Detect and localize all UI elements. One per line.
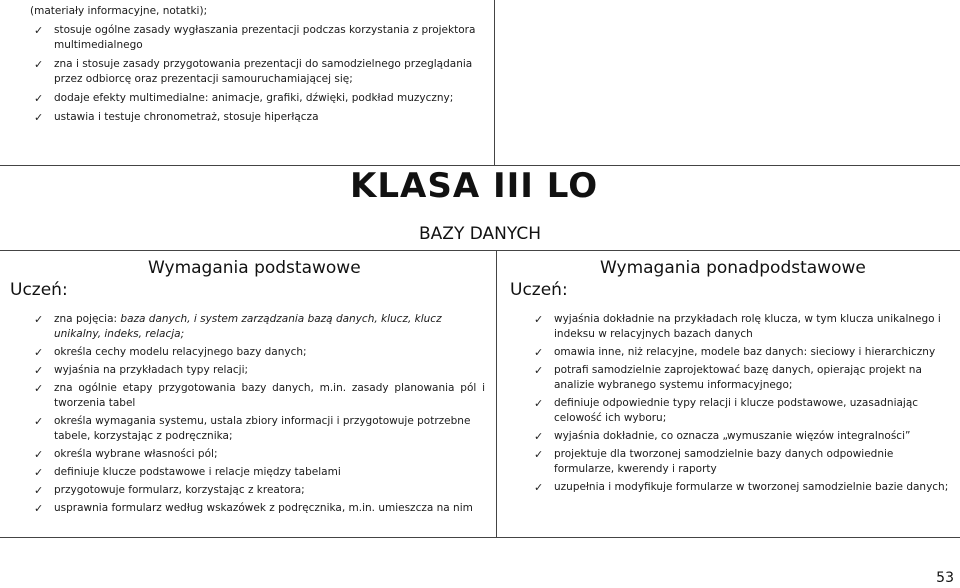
checkmark-icon: ✓ — [34, 24, 44, 37]
list-item: ✓ określa wybrane własności pól; — [34, 448, 218, 461]
checkmark-icon: ✓ — [34, 346, 44, 359]
checkmark-icon: ✓ — [534, 346, 544, 359]
checkmark-icon: ✓ — [34, 502, 44, 515]
checkmark-icon: ✓ — [534, 430, 544, 443]
checkmark-icon: ✓ — [34, 92, 44, 105]
student-label-left: Uczeń: — [10, 280, 68, 300]
intro-text: (materiały informacyjne, notatki); — [30, 5, 208, 17]
top-left-cell — [0, 0, 495, 166]
list-item: ✓ definiuje klucze podstawowe i relacje między tabelami — [34, 466, 341, 479]
list-item: ✓ ustawia i testuje chronometraż, stosuje hiperłącza — [34, 111, 319, 124]
student-label-right: Uczeń: — [510, 280, 568, 300]
terms-italic: baza danych, i system zarządzania bazą danych, klucz, klucz unikalny, indeks, relacja; — [54, 313, 442, 340]
checkmark-icon: ✓ — [34, 364, 44, 377]
list-item: ✓ zna pojęcia: baza danych, i system zarządzania bazą danych, klucz, klucz unikalny, indeks, relacja; — [34, 313, 442, 340]
list-item: ✓ usprawnia formularz według wskazówek z podręcznika, m.in. umieszcza na nim — [34, 502, 473, 515]
checkmark-icon: ✓ — [34, 111, 44, 124]
checkmark-icon: ✓ — [34, 415, 44, 428]
checkmark-icon: ✓ — [34, 484, 44, 497]
list-item: ✓ wyjaśnia na przykładach typy relacji; — [34, 364, 249, 377]
basic-requirements-list — [30, 312, 485, 519]
list-item: ✓ określa cechy modelu relacyjnego bazy danych; — [34, 346, 307, 359]
checkmark-icon: ✓ — [534, 397, 544, 410]
list-item: ✓ wyjaśnia dokładnie na przykładach rolę klucza, w tym klucza unikalnego i indeksu w relacyjnych bazach danych — [534, 313, 941, 340]
subject-title: BAZY DANYCH — [419, 224, 541, 244]
extended-requirements-heading: Wymagania ponadpodstawowe — [600, 258, 866, 278]
extended-requirements-list — [530, 312, 950, 498]
checkmark-icon: ✓ — [534, 448, 544, 461]
checkmark-icon: ✓ — [34, 58, 44, 71]
list-item: ✓ stosuje ogólne zasady wygłaszania prezentacji podczas korzystania z projektora multimedialnego — [34, 24, 476, 51]
checkmark-icon: ✓ — [34, 448, 44, 461]
top-requirements-list — [30, 4, 485, 129]
checkmark-icon: ✓ — [34, 313, 44, 326]
list-item: ✓ dodaje efekty multimedialne: animacje, grafiki, dźwięki, podkład muzyczny; — [34, 92, 454, 105]
list-item: ✓ uzupełnia i modyfikuje formularze w tworzonej samodzielnie bazie danych; — [534, 481, 949, 494]
checkmark-icon: ✓ — [34, 382, 44, 395]
list-item: ✓ definiuje odpowiednie typy relacji i klucze podstawowe, uzasadniając celowość ich wyboru; — [534, 397, 919, 424]
top-right-cell — [494, 0, 960, 166]
page-number: 53 — [936, 570, 954, 586]
list-item: ✓ zna ogólnie etapy przygotowania bazy danych, m.in. zasady planowania pól i tworzenia tabel — [34, 382, 485, 409]
list-item: ✓ omawia inne, niż relacyjne, modele baz danych: sieciowy i hierarchiczny — [534, 346, 936, 359]
basic-requirements-heading: Wymagania podstawowe — [148, 258, 361, 278]
checkmark-icon: ✓ — [534, 364, 544, 377]
list-item: ✓ projektuje dla tworzonej samodzielnie bazy danych odpowiednie formularze, kwerendy i raporty — [534, 448, 894, 475]
list-item: ✓ potrafi samodzielnie zaprojektować bazę danych, opierając projekt na analizie wybranego systemu informacyjnego; — [534, 364, 922, 391]
class-title: KLASA III LO — [350, 166, 599, 206]
checkmark-icon: ✓ — [534, 313, 544, 326]
list-item: ✓ wyjaśnia dokładnie, co oznacza „wymuszanie więzów integralności” — [534, 430, 911, 443]
list-item: ✓ określa wymagania systemu, ustala zbiory informacji i przygotowuje potrzebne tabele, korzystając z podręcznika; — [34, 415, 471, 442]
checkmark-icon: ✓ — [534, 481, 544, 494]
checkmark-icon: ✓ — [34, 466, 44, 479]
list-item: ✓ przygotowuje formularz, korzystając z kreatora; — [34, 484, 305, 497]
list-item — [6, 4, 485, 19]
list-item: ✓ zna i stosuje zasady przygotowania prezentacji do samodzielnego przeglądania przez odbiorcę oraz prezentacji samouruchamiającej się; — [34, 58, 473, 85]
